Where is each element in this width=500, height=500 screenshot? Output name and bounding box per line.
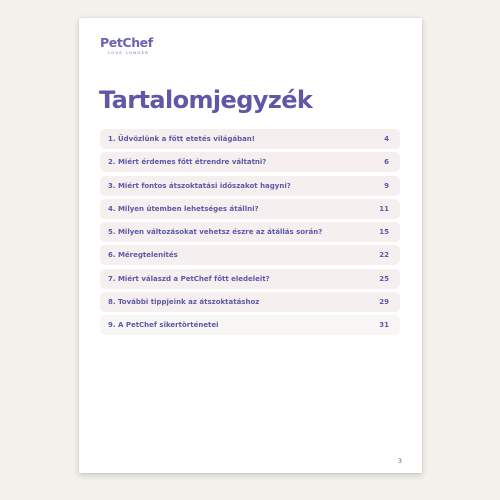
toc-item-page: 9: [384, 181, 389, 190]
toc-item: [100, 152, 400, 172]
logo-tagline: LOVE LONGER: [108, 50, 150, 55]
toc-item: [100, 222, 400, 242]
page-title: Tartalomjegyzék: [99, 86, 313, 114]
toc-item-label: 9. A PetChef sikertörténetei: [108, 321, 219, 330]
toc-item-page: 31: [379, 321, 389, 330]
toc-item-page: 29: [379, 298, 389, 307]
toc-item-label: 6. Méregtelenítés: [108, 251, 178, 260]
toc-item: [100, 245, 400, 265]
toc-item-page: 15: [379, 228, 389, 237]
toc-item: [100, 129, 400, 149]
table-of-contents: [100, 129, 400, 339]
page-number: 3: [397, 457, 402, 465]
petchef-logo: [100, 36, 160, 55]
toc-item: [100, 199, 400, 219]
toc-item: [100, 315, 400, 335]
toc-item-label: 1. Üdvözlünk a főtt etetés világában!: [108, 135, 255, 143]
toc-item-page: 4: [384, 135, 389, 143]
toc-item-label: 5. Milyen változásokat vehetsz észre az átállás során?: [108, 228, 323, 237]
toc-item-page: 6: [384, 158, 389, 167]
toc-item: [100, 292, 400, 312]
toc-item-page: 11: [379, 204, 389, 213]
logo-text: PetChef: [100, 35, 153, 50]
toc-item: [100, 269, 400, 289]
toc-item: [100, 176, 400, 196]
toc-item-label: 8. További tippjeink az átszoktatáshoz: [108, 298, 260, 307]
toc-item-label: 3. Miért fontos átszoktatási időszakot hagyni?: [108, 181, 291, 190]
toc-item-page: 25: [379, 274, 389, 283]
toc-item-label: 7. Miért válaszd a PetChef főtt eledeleit?: [108, 274, 270, 283]
document-page: [79, 18, 422, 473]
toc-item-label: 4. Milyen ütemben lehetséges átállni?: [108, 204, 259, 213]
toc-item-label: 2. Miért érdemes főtt étrendre váltatni?: [108, 158, 267, 167]
toc-item-page: 22: [379, 251, 389, 260]
